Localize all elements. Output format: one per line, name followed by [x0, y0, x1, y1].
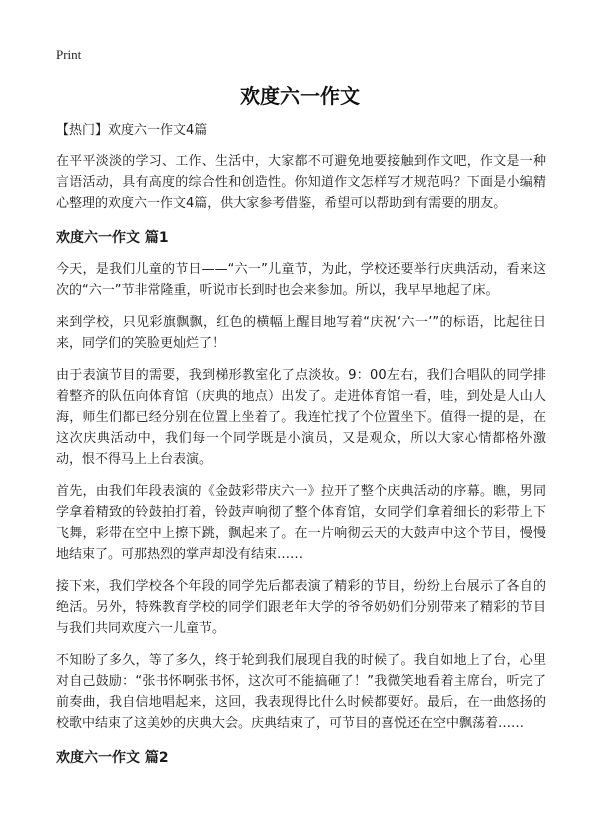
- page-title: 欢度六一作文: [240, 84, 360, 108]
- paragraph: 今天，是我们儿童的节日——“六一”儿童节，为此，学校还要举行庆典活动，看来这次的“六一”节非常隆重，听说市长到时也会来参加。所以，我早早地起了床。: [56, 262, 546, 298]
- print-link[interactable]: Print: [56, 47, 82, 62]
- tag-line: 【热门】欢度六一作文4篇: [56, 123, 208, 138]
- section-heading: 欢度六一作文 篇2: [56, 750, 169, 766]
- intro-paragraph: 在平平淡淡的学习、工作、生活中，大家都不可避免地要接触到作文吧，作文是一种言语活动，具有高度的综合性和创造性。你知道作文怎样写才规范吗？下面是小编精心整理的欢度六一作文4篇，供大家参考借鉴，希望可以帮助到有需要的朋友。: [56, 154, 546, 211]
- section-heading: 欢度六一作文 篇1: [56, 230, 169, 246]
- paragraph: 来到学校，只见彩旗飘飘，红色的横幅上醒目地写着“庆祝‘六一’”的标语，比起往日来，同学们的笑脸更灿烂了！: [56, 315, 546, 351]
- document-body: [56, 120, 546, 779]
- paragraph: 不知盼了多久，等了多久，终于轮到我们展现自我的时候了。我自如地上了台，心里对自己鼓励：“张书怀啊张书怀，这次可不能搞砸了！”我微笑地看着主席台，听完了前奏曲，我自信地唱起来，这回，我表现得比什么时候都要好。最后，在一曲悠扬的校歌中结束了这美妙的庆典大会。庆典结束了，可节目的喜悦还在空中飘荡着……: [56, 653, 546, 731]
- paragraph: 接下来，我们学校各个年段的同学先后都表演了精彩的节目，纷纷上台展示了各自的绝活。另外，特殊教育学校的同学们跟老年大学的爷爷奶奶们分别带来了精彩的节目与我们共同欢度六一儿童节。: [56, 579, 546, 636]
- paragraph: 首先，由我们年段表演的《金鼓彩带庆六一》拉开了整个庆典活动的序幕。瞧，男同学拿着精致的铃鼓拍打着，铃鼓声响彻了整个体育馆，女同学们拿着细长的彩带上下飞舞，彩带在空中上擦下跳，飘起来了。在一片响彻云天的大鼓声中这个节目，慢慢地结束了。可那热烈的掌声却没有结束……: [56, 484, 546, 562]
- paragraph: 由于表演节目的需要，我到梯形教室化了点淡妆。9：00左右，我们合唱队的同学排着整齐的队伍向体育馆（庆典的地点）出发了。走进体育馆一看，哇，到处是人山人海，师生们都已经分别在位置上坐着了。我连忙找了个位置坐下。值得一提的是，在这次庆典活动中，我们每一个同学既是小演员，又是观众，所以大家心情都格外激动，恨不得马上上台表演。: [56, 368, 546, 467]
